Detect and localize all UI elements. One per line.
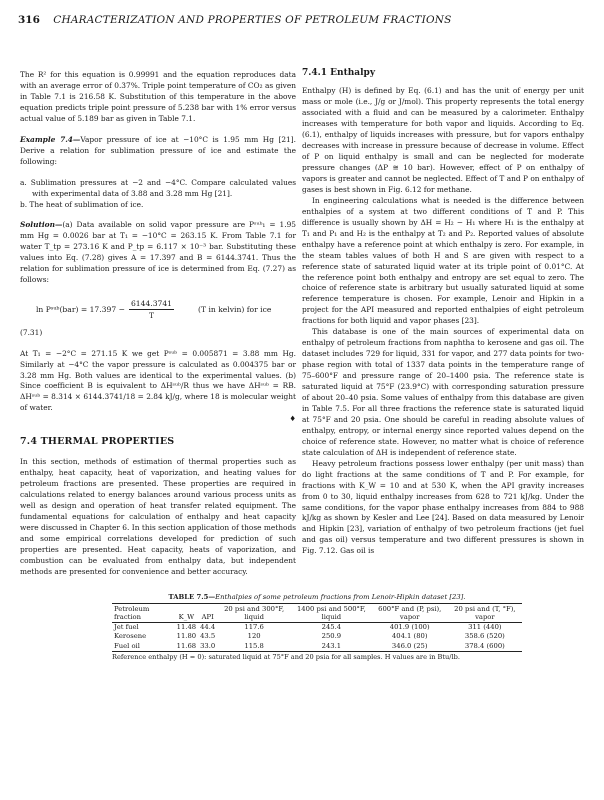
page-number: 316 xyxy=(18,14,40,26)
table-cell: 11.48 xyxy=(176,623,197,632)
equation-fraction xyxy=(129,298,174,321)
right-column xyxy=(302,70,584,557)
example-label: Example 7.4— xyxy=(20,134,81,144)
table-cell: 11.80 xyxy=(176,632,197,641)
table-cell: 250.9 xyxy=(321,632,342,641)
enthalpy-paragraph-2: In engineering calculations what is needed is the difference between enthalpies of a system at two different conditions of T and P. This difference is usually shown by ΔH = H₂ − H₁ where H₁ is the enthalpy at T₁ and P₁ and H₂ is the enthalpy at T₂ and P₂. Reported values of absolute enthalpy have a reference point at which enthalpy is zero. For example, in the steam tables values of both H and S are given with respect to a reference state of saturated liquid water at its triple point of 0.01°C. At the reference point both enthalpy and entropy are set equal to zero. The choice of reference state is arbitrary but usually saturated liquid at some reference temperature is chosen. For example, Lenoir and Hipkin in a project for the API measured and reported enthalpies of eight petroleum fractions for both liquid and vapor phases [23]. xyxy=(302,195,584,326)
enthalpy-table xyxy=(112,603,522,652)
table-header-cell: 1400 psi and 500°F, liquid xyxy=(291,604,372,623)
equation-denominator: T xyxy=(148,311,155,321)
table-cell: Kerosene xyxy=(114,632,147,641)
table-cell: 404.1 (80) xyxy=(391,632,428,641)
enthalpy-paragraph-1: Enthalpy (H) is defined by Eq. (6.1) and has the unit of energy per unit mass or mole (i.e., J/g or J/mol). This property represents the total energy associated with a fluid and can be measured by a calorimeter. Enthalpy increases with temperature for both vapor and liquids. According to Eq. (6.1), enthalpy of liquids increases with pressure, but for vapors enthalpy decreases with increase in pressure because of decrease in volume. Effect of P on liquid enthalpy is small and can be neglected for moderate pressure changes (ΔP ≅ 10 bar). However, effect of P on enthalpy of vapors is greater and cannot be neglected. Effect of T and P on enthalpy of gases is best shown in Fig. 6.12 for methane. xyxy=(302,86,584,194)
section-paragraph: In this section, methods of estimation of thermal properties such as enthalpy, heat capacity, heat of vaporization, and heating values for petroleum fractions are presented. These properties are required in calculations related to energy balances around various process units as well as design and operation of heat transfer related equipment. The fundamental equations for calculation of enthalpy and heat capacity were discussed in Chapter 6. In this section application of those methods and some empirical correlations developed for prediction of such properties are presented. Heat capacity, heats of vaporization, and combustion can be evaluated from enthalpy data, but independent methods are presented for convenience and better accuracy. xyxy=(20,457,296,576)
equation-note: (T in kelvin) for ice xyxy=(198,305,272,315)
solution-continued: At T₁ = −2°C = 271.15 K we get Pˢᵘᵇ = 0.005871 = 3.88 mm Hg. Similarly at −4°C the vapor pressure is calculated as 0.004375 bar or 3.28 mm Hg. Both values are identical to the experimental values. (b) Since coefficient B is equivalent to ΔHˢᵘᵇ/R thus we have ΔHˢᵘᵇ = RB. ΔHˢᵘᵇ = 8.314 × 6144.3741/18 = 2.84 kJ/g, where 18 is molecular weight of water. xyxy=(20,348,296,413)
solution-label: Solution— xyxy=(20,220,63,230)
table-footnote: Reference enthalpy (H = 0): saturated liquid at 75°F and 20 psia for all samples. H values are in Btu/lb. xyxy=(112,652,460,661)
table-cell: Fuel oil xyxy=(112,642,175,652)
table-cell: 44.4 xyxy=(200,623,216,632)
intro-paragraph: The R² for this equation is 0.99991 and the equation reproduces data with an average error of 0.37%. Triple point temperature of CO₂ as given in Table 7.1 is 216.58 K. Substitution of this temperature in the above equation predicts triple point pressure of 5.238 bar with 1% error versus actual value of 5.189 bar as given in Table 7.1. xyxy=(20,70,296,123)
table-header-cell: K_W xyxy=(175,604,198,623)
table-cell: 117.6 xyxy=(244,623,264,632)
enthalpy-paragraph-3: This database is one of the main sources of experimental data on enthalpy of petroleum fractions from naphtha to kerosene and gas oil. The dataset includes 729 for liquid, 331 for vapor, and 277 data points for two-phase region with total of 1337 data points in the temperature range of 75–600°F and pressure range of 20–1400 psia. The reference state is saturated liquid at 75°F (23.9°C) with corresponding saturation pressure of about 20–40 psia. Some values of enthalpy from this database are given in Table 7.5. For all three fractions the reference state is saturated liquid at 75°F and 20 psia. One should be careful in reading absolute values of enthalpy, entropy, or internal energy since reported values depend on the choice of reference state. However, no matter what is choice of reference state calculation of ΔH is independent of reference state. xyxy=(302,327,584,457)
equation-lhs: ln Pˢᵘᵇ(bar) = 17.397 − xyxy=(36,305,125,315)
example-end-mark: ♦ xyxy=(289,414,296,424)
table-cell: 346.0 (25) xyxy=(372,642,448,652)
table-header-cell: Petroleum fraction xyxy=(112,604,175,623)
table-cell: 115.8 xyxy=(217,642,291,652)
equation-7-31 xyxy=(36,298,296,321)
table-row xyxy=(112,623,522,633)
running-title: CHARACTERIZATION AND PROPERTIES OF PETROLEUM FRACTIONS xyxy=(53,14,452,26)
table-cell: 243.1 xyxy=(291,642,372,652)
table-header-cell: API xyxy=(198,604,217,623)
table-header-cell: 20 psi and 300°F, liquid xyxy=(217,604,291,623)
solution-text: (a) Data available on solid vapor pressure are Pˢᵘᵇ₁ = 1.95 mm Hg = 0.0026 bar at T₁ = −10°C = 263.15 K. From Table 7.1 for water T_tp = 273.16 K and P_tp = 6.117 × 10⁻³ bar. Substituting these values into Eq. (7.28) gives A = 17.397 and B = 6144.3741. Thus the relation for sublimation pressure of ice is determined from Eq. (7.27) as follows: xyxy=(20,220,296,285)
table-cell: 358.6 (520) xyxy=(464,632,505,641)
table-cell: 401.9 (100) xyxy=(389,623,430,632)
table-cell: 311 (440) xyxy=(468,623,502,632)
running-header xyxy=(18,14,452,26)
table-cell: 43.5 xyxy=(200,632,216,641)
example-item-a: a. Sublimation pressures at −2 and −4°C. Compare calculated values with experimental data of 3.88 and 3.28 mm Hg [21]. xyxy=(20,177,296,198)
table-header-cell: 600°F and (P, psi), vapor xyxy=(372,604,448,623)
table-label: TABLE 7.5— xyxy=(168,593,216,601)
table-cell: 378.4 (600) xyxy=(448,642,522,652)
subsection-heading-enthalpy: 7.4.1 Enthalpy xyxy=(302,68,376,78)
section-heading-thermal-properties: 7.4 THERMAL PROPERTIES xyxy=(20,436,175,448)
example-paragraph xyxy=(20,135,296,168)
table-row xyxy=(112,632,522,641)
table-header-row xyxy=(112,604,522,623)
enthalpy-paragraph-4: Heavy petroleum fractions possess lower enthalpy (per unit mass) than do light fractions at the same conditions of T and P. For example, for fractions with K_W = 10 and at 530 K, when the API gravity increases from 0 to 30, liquid enthalpy increases from 628 to 721 kJ/kg. Under the same conditions, for the vapor phase enthalpy increases from 884 to 988 kJ/kg as shown by Kesler and Lee [24]. Based on data measured by Lenoir and Hipkin [23], variation of enthalpy of two petroleum fractions (jet fuel and gas oil) versus temperature and two different pressures is shown in Fig. 7.12. Gas oil is xyxy=(302,458,584,556)
example-text: Vapor pressure of ice at −10°C is 1.95 mm Hg [21]. Derive a relation for sublimation pressure of ice and estimate the following: xyxy=(20,134,296,166)
equation-numerator: 6144.3741 xyxy=(129,298,174,310)
table-cell: Jet fuel xyxy=(114,623,139,632)
example-item-b: b. The heat of sublimation of ice. xyxy=(20,199,144,209)
table-cell: 11.68 xyxy=(176,641,197,650)
table-7-5 xyxy=(112,593,522,661)
solution-paragraph xyxy=(20,220,296,286)
table-caption xyxy=(112,593,522,601)
table-cell: 33.0 xyxy=(200,641,216,650)
table-title: Enthalpies of some petroleum fractions from Lenoir-Hipkin dataset [23]. xyxy=(215,593,466,601)
table-row xyxy=(112,642,522,652)
equation-number: (7.31) xyxy=(20,327,43,337)
table-cell: 120 xyxy=(247,632,261,641)
table-header-cell: 20 psi and (T, °F), vapor xyxy=(448,604,522,623)
left-column xyxy=(20,70,296,578)
table-cell: 245.4 xyxy=(321,623,342,632)
